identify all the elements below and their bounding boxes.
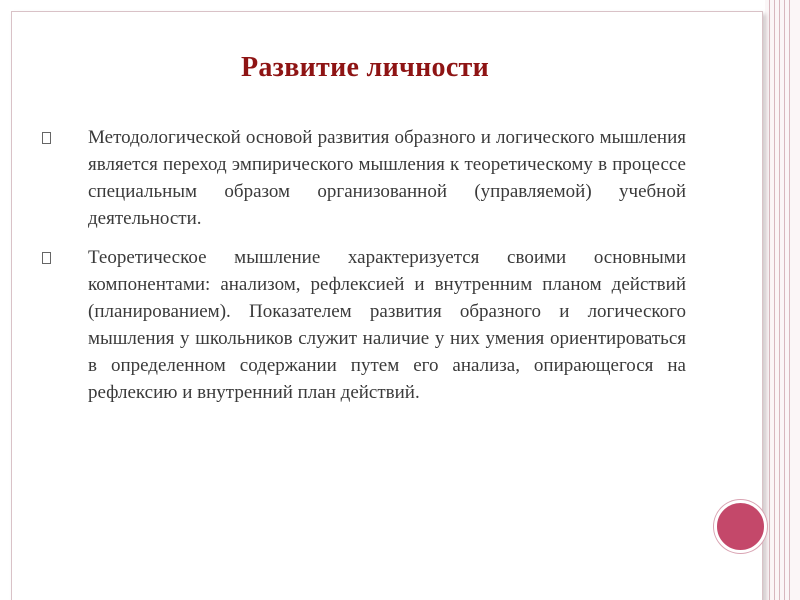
stripe-line (784, 0, 785, 600)
list-item (40, 124, 686, 232)
bullet-box-icon (40, 124, 88, 154)
list-item (40, 244, 686, 406)
circle-decoration-icon (714, 500, 767, 553)
stripe-line (769, 0, 770, 600)
bullet-text: Теоретическое мышление характеризуется своими основными компонентами: анализом, рефлексией и внутренним планом действий (планированием). Показателем развития образного и логического мышления у школьников служит наличие у них умения ориентироваться в определенном содержании путем его анализа, опирающегося на рефлексию и внутренний план действий. (88, 247, 686, 403)
stripe-line (789, 0, 790, 600)
bullet-box-icon (40, 244, 88, 274)
stripe-line (779, 0, 780, 600)
bullet-list (40, 124, 686, 418)
right-decorative-stripe (765, 0, 800, 600)
bullet-text: Методологической основой развития образного и логического мышления является переход эмпирического мышления к теоретическому в процессе специальным образом организованной (управляемой) учебной деятельности. (88, 127, 686, 229)
stripe-line (774, 0, 775, 600)
slide-title: Развитие личности (240, 52, 490, 83)
